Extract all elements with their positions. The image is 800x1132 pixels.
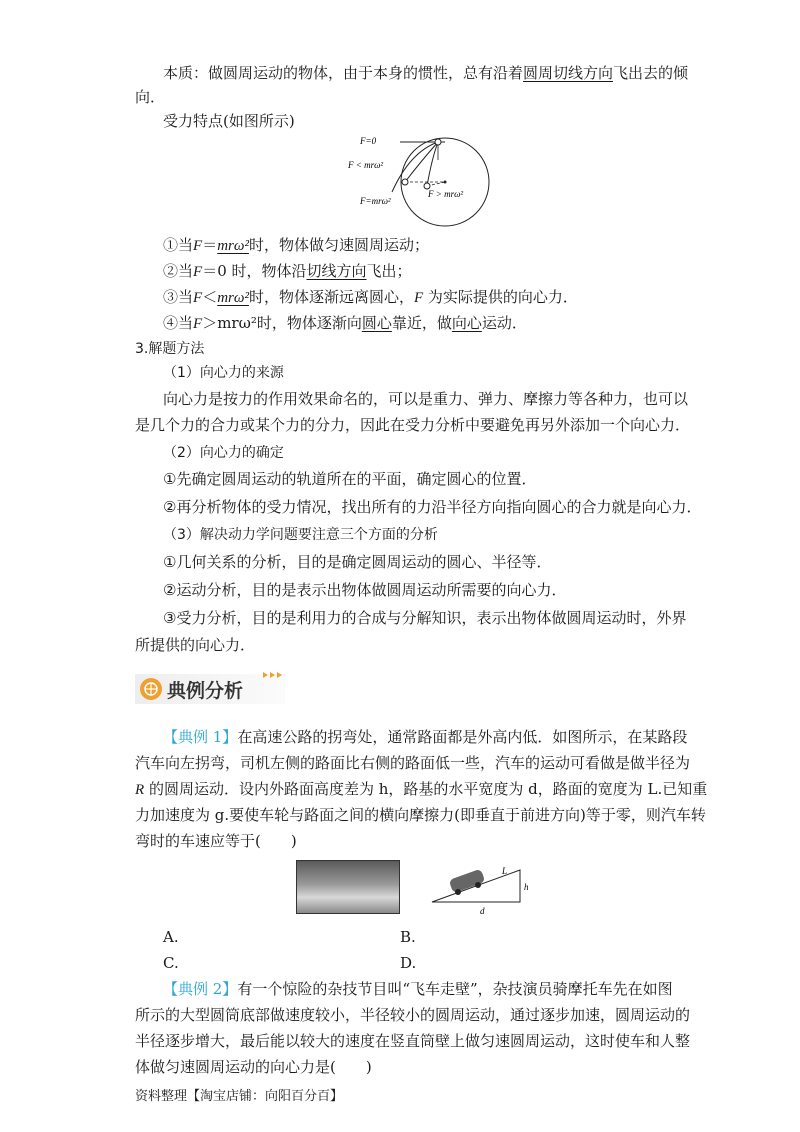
highway-car-photo: [296, 860, 400, 914]
case-3-c: 为实际提供的向心力．: [423, 288, 578, 306]
method-s3-p4: 所提供的向心力．: [135, 636, 256, 654]
case-2-var: F: [193, 264, 203, 280]
method-s2: （2）向心力的确定: [163, 445, 284, 461]
case-4-gt: ＞mrω²: [202, 314, 257, 332]
example1-line-1: [163, 726, 687, 748]
method-s3: （3）解决动力学问题要注意三个方面的分析: [163, 527, 438, 543]
circular-motion-diagram: [340, 130, 500, 230]
case-2-underline: 切线方向: [306, 262, 367, 280]
case-3-lt: ＜: [202, 288, 218, 306]
method-s2-p1: ①先确定圆周运动的轨道所在的平面，确定圆心的位置．: [163, 470, 537, 488]
option-c: C.: [163, 954, 179, 972]
method-s1-p1: 向心力是按力的作用效果命名的，可以是重力、弹力、摩擦力等各种力，也可以: [163, 390, 689, 408]
essence-underline: 圆周切线方向: [523, 64, 614, 82]
case-4: [163, 312, 527, 335]
label-f-greater: F > mrω²: [428, 189, 464, 199]
case-4-var: F: [193, 316, 203, 332]
essence-text-b: 飞出去的倾: [613, 64, 689, 82]
label-f-zero: F=0: [360, 136, 377, 146]
example2-line-3: 半径逐步增大，最后能以较大的速度在竖直筒壁上做匀速圆周运动，这时使车和人整: [135, 1032, 691, 1050]
case-2-a: ②当: [163, 262, 194, 280]
case-4-c: 靠近，做: [391, 314, 452, 332]
example1-line-2: 汽车向左拐弯，司机左侧的路面比右侧的路面低一些，汽车的运动可看做是做半径为: [135, 754, 691, 772]
case-1-a: ①当: [163, 236, 194, 254]
essence-text-a: 本质：做圆周运动的物体，由于本身的惯性，总有沿着: [163, 64, 524, 82]
label-f-less: F < mrω²: [348, 160, 384, 170]
case-4-a: ④当: [163, 314, 194, 332]
case-1-underline: mrω²: [217, 238, 249, 254]
method-s2-p2: ②再分析物体的受力情况，找出所有的力沿半径方向指向圆心的合力就是向心力．: [163, 498, 702, 516]
option-d: D.: [400, 954, 417, 972]
case-3-underline: mrω²: [217, 290, 249, 306]
case-3-var2: F: [413, 290, 424, 306]
example1-line-4: 力加速度为 g.要使车轮与路面之间的横向摩擦力(即垂直于前进方向)等于零，则汽车转: [135, 806, 706, 824]
example1-text-3: 的圆周运动．设内外路面高度差为 h，路基的水平宽度为 d，路面的宽度为 L.已知重: [144, 780, 708, 798]
option-a: A.: [163, 928, 179, 946]
case-2: [163, 260, 412, 283]
essence-line-2: 向．: [135, 88, 166, 106]
method-s3-p1: ①几何关系的分析，目的是确定圆周运动的圆心、半径等．: [163, 553, 552, 571]
example2-tag: 【典例 2】: [163, 980, 238, 998]
case-1-eq: ＝: [202, 236, 218, 254]
example1-var-r: R: [135, 782, 145, 798]
label-f-equal: F=mrω²: [360, 196, 391, 206]
case-4-b: 时，物体逐渐向: [256, 314, 362, 332]
example1-line-5: 弯时的车速应等于( ): [135, 832, 297, 850]
example2-line-1: [163, 978, 673, 1000]
case-3-var: F: [193, 290, 203, 306]
fig-label-l: L: [502, 866, 508, 876]
example1-text-1: 在高速公路的拐弯处，通常路面都是外高内低．如图所示，在某路段: [237, 728, 688, 746]
case-1-var: F: [193, 238, 203, 254]
option-b: B.: [400, 928, 416, 946]
method-s3-p2: ②运动分析，目的是表示出物体做圆周运动所需要的向心力．: [163, 581, 567, 599]
method-s1-p2: 是几个力的合力或某个力的分力，因此在受力分析中要避免再另外添加一个向心力．: [135, 416, 691, 434]
example1-line-3: [135, 778, 707, 801]
banked-road-diagram: [428, 860, 538, 918]
fig-label-h: h: [524, 882, 529, 892]
method-s1: （1）向心力的来源: [163, 365, 284, 381]
method-s3-p3: ③受力分析，目的是利用力的合成与分解知识，表示出物体做圆周运动时，外界: [163, 609, 687, 627]
method-title: 3.解题方法: [135, 341, 205, 357]
example2-line-4: 体做匀速圆周运动的向心力是( ): [135, 1058, 372, 1076]
case-4-underline-1: 圆心: [361, 314, 392, 332]
example-analysis-banner: [135, 670, 285, 706]
case-3-b: 时，物体逐渐远离圆心，: [248, 288, 414, 306]
case-2-c: 飞出；: [366, 262, 412, 280]
essence-line-1: [163, 62, 688, 84]
fig-label-d: d: [480, 906, 485, 916]
footer-source: 资料整理【淘宝店铺：向阳百分百】: [135, 1089, 344, 1104]
case-1-b: 时，物体做匀速圆周运动；: [248, 236, 429, 254]
example1-tag: 【典例 1】: [163, 728, 238, 746]
example2-line-2: 所示的大型圆筒底部做速度较小，半径较小的圆周运动，通过逐步加速，圆周运动的: [135, 1006, 691, 1024]
case-1: [163, 234, 429, 257]
example2-text-1: 有一个惊险的杂技节目叫“飞车走壁”，杂技演员骑摩托车先在如图: [237, 980, 673, 998]
case-3-a: ③当: [163, 288, 194, 306]
force-title: 受力特点(如图所示): [163, 112, 295, 130]
case-2-b: ＝0 时，物体沿: [202, 262, 307, 280]
case-3: [163, 286, 578, 309]
case-4-underline-2: 向心: [451, 314, 482, 332]
case-4-d: 运动．: [481, 314, 527, 332]
banner-text: 典例分析: [167, 680, 244, 702]
